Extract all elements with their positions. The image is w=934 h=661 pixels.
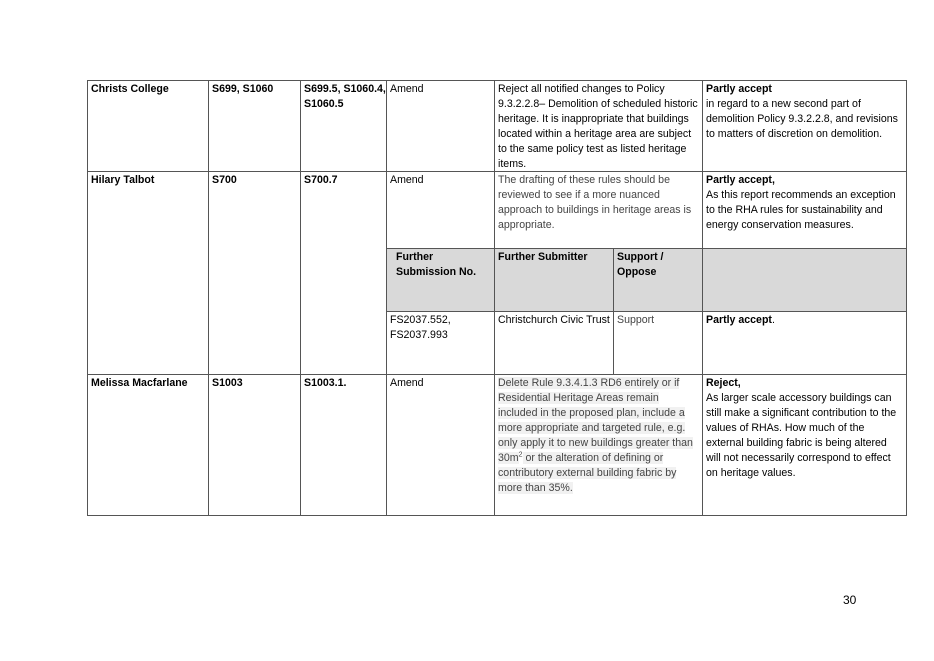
relief-cell: The drafting of these rules should be reviewed to see if a more nuanced approach to buildings in heritage areas is appropriate. [494, 171, 703, 249]
recommendation-cell [702, 171, 907, 249]
relief-cell: Reject all notified changes to Policy 9.3.2.2.8– Demolition of scheduled historic heritage. It is inappropriate that buildings located within a heritage area are subject to the same policy test as listed heritage items. [494, 80, 703, 172]
further-rec-header [702, 248, 907, 312]
points-cell: S700.7 [300, 171, 387, 375]
relief-superscript: 2 [518, 451, 523, 459]
position-cell: Amend [386, 374, 495, 516]
recommendation-title: Reject, [706, 377, 741, 389]
further-submission-no: FS2037.552, FS2037.993 [386, 311, 495, 375]
further-submitter: Christchurch Civic Trust [494, 311, 614, 375]
recommendation-body: As larger scale accessory buildings can still make a significant contribution to the values of RHAs. How much of the external building fabric is being altered will not necessarily correspond to effect on heritage values. [706, 392, 897, 479]
further-recommendation [702, 311, 907, 375]
further-submission-no-header: Further Submission No. [386, 248, 495, 312]
submitter-cell: Melissa Macfarlane [87, 374, 209, 516]
points-cell: S1003.1. [300, 374, 387, 516]
relief-text-end: or the alteration of defining or contributory external building fabric by more than 35%. [498, 452, 677, 494]
position-cell: Amend [386, 171, 495, 249]
submission-cell: S699, S1060 [208, 80, 301, 172]
recommendation-body: in regard to a new second part of demolition Policy 9.3.2.2.8, and revisions to matters of discretion on demolition. [706, 98, 898, 140]
submission-cell: S700 [208, 171, 301, 375]
recommendation-cell [702, 80, 907, 172]
relief-cell [494, 374, 703, 516]
support-oppose-header: Support / Oppose [613, 248, 703, 312]
recommendation-cell [702, 374, 907, 516]
support-oppose: Support [613, 311, 703, 375]
page-number: 30 [843, 593, 857, 607]
relief-text: Delete Rule 9.3.4.1.3 RD6 entirely or if Residential Heritage Areas remain included in the proposed plan, include a more appropriate and targeted rule, e.g. only apply it to new buildings greater than 30m [498, 377, 693, 464]
recommendation-title: Partly accept [706, 83, 772, 95]
position-cell: Amend [386, 80, 495, 172]
further-rec-tail: . [771, 314, 775, 326]
further-rec-title: Partly accept [706, 314, 772, 326]
submission-cell: S1003 [208, 374, 301, 516]
points-cell: S699.5, S1060.4, S1060.5 [300, 80, 387, 172]
recommendation-title: Partly accept, [706, 174, 775, 186]
submitter-cell: Christs College [87, 80, 209, 172]
recommendation-body: As this report recommends an exception to the RHA rules for sustainability and energy conservation measures. [706, 189, 896, 231]
submitter-cell: Hilary Talbot [87, 171, 209, 375]
further-submitter-header: Further Submitter [494, 248, 614, 312]
